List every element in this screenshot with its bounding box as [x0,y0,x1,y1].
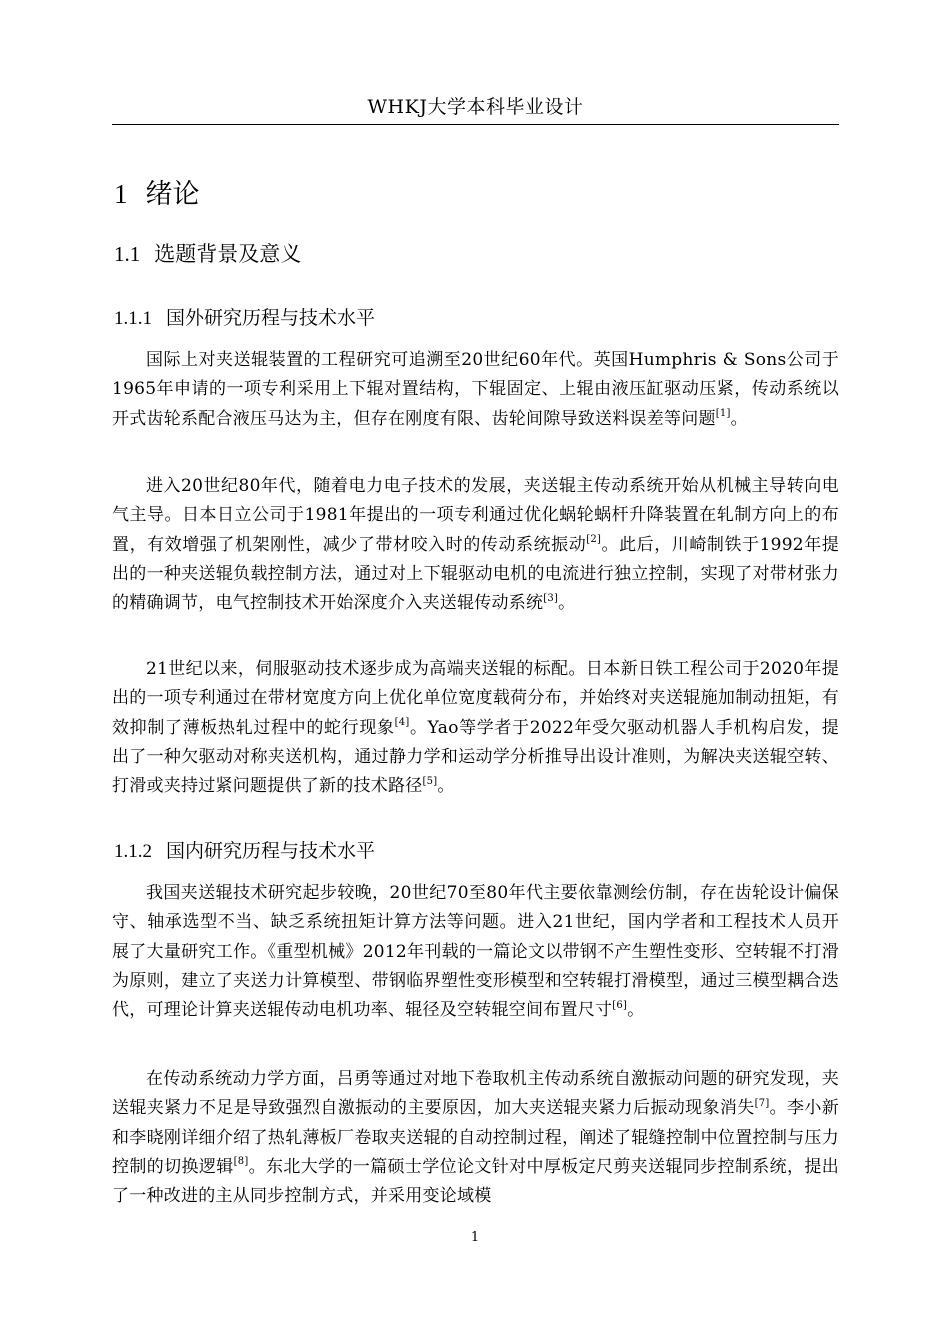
paragraph [112,472,839,618]
section-heading [114,238,301,268]
citation-ref: [2] [586,533,602,545]
section-number: 1.1 [114,242,141,266]
chapter-heading [114,172,200,211]
subsection-title: 国外研究历程与技术水平 [166,307,376,329]
paragraph-text: 。 [627,1000,645,1021]
subsection-title: 国内研究历程与技术水平 [166,840,376,862]
page-number: 1 [470,1230,480,1245]
section-title: 选题背景及意义 [154,242,302,266]
chapter-number: 1 [114,179,128,209]
citation-ref: [3] [543,592,559,604]
citation-ref: [4] [394,716,410,728]
paragraph-text: 21世纪以来，伺服驱动技术逐步成为高端夹送辊的标配。日本新日铁工程公司于2020年提出的一项专利通过在带材宽度方向上优化单位宽度载荷分布，并始终对夹送辊施加制动扭矩，有效抑制了薄板热轧过程中的蛇行现象 [112,659,839,738]
chapter-title: 绪论 [145,179,200,210]
paragraph-text: 。此后，川崎制铁于1992年提出的一种夹送辊负载控制方法，通过对上下辊驱动电机的电流进行独立控制，实现了对带材张力的精确调节，电气控制技术开始深度介入夹送辊传动系统 [112,534,840,614]
subsection-heading-domestic [114,836,375,863]
subsection-number: 1.1.1 [114,308,152,329]
paragraph-text: 。 [437,776,455,797]
paragraph [112,879,839,1025]
paragraph-text: 。东北大学的一篇硕士学位论文针对中厚板定尺剪夹送辊同步控制系统，提出了一种改进的主从同步控制方式，并采用变论域模 [112,1156,840,1207]
paragraph-text: 我国夹送辊技术研究起步较晚，20世纪70至80年代主要依靠测绘仿制，存在齿轮设计偏保守、轴承选型不当、缺乏系统扭矩计算方法等问题。进入21世纪，国内学者和工程技术人员开展了大量研究工作。《重型机械》2012年刊载的一篇论文以带钢不产生塑性变形、空转辊不打滑为原则，建立了夹送力计算模型、带钢临界塑性变形模型和空转辊打滑模型，通过三模型耦合迭代，可理论计算夹送辊传动电机功率、辊径及空转辊空间布置尺寸 [112,883,839,1021]
paragraph [112,1065,839,1211]
paragraph-text: 。 [558,593,576,614]
subsection-heading-foreign [114,303,375,330]
paragraph-text: 。李小新和李晓刚详细介绍了热轧薄板厂卷取夹送辊的自动控制过程，阐述了辊缝控制中位置控制与压力控制的切换逻辑 [112,1098,840,1177]
subsection-number: 1.1.2 [114,841,152,862]
citation-ref: [5] [422,775,438,787]
paragraph-text: 进入20世纪80年代，随着电力电子技术的发展，夹送辊主传动系统开始从机械主导转向电气主导。日本日立公司于1981年提出的一项专利通过优化蜗轮蜗杆升降装置在轧制方向上的布置，有效增强了机架刚性，减少了带材咬入时的传动系统振动 [112,476,839,555]
citation-ref: [6] [612,999,628,1011]
citation-ref: [7] [754,1097,770,1109]
citation-ref: [1] [715,407,731,419]
citation-ref: [8] [233,1156,249,1168]
running-header: WHKJ大学本科毕业设计 [367,96,584,118]
paragraph-text: 。 [730,408,748,429]
paragraph [112,346,839,434]
paragraph [112,655,839,801]
paragraph-text: 国际上对夹送辊装置的工程研究可追溯至20世纪60年代。英国Humphris & Sons公司于1965年申请的一项专利采用上下辊对置结构，下辊固定、上辊由液压缸驱动压紧，传动系统以开式齿轮系配合液压马达为主，但存在刚度有限、齿轮间隙导致送料误差等问题 [112,350,839,429]
paragraph-text: 。Yao等学者于2022年受欠驱动机器人手机构启发，提出了一种欠驱动对称夹送机构，通过静力学和运动学分析推导出设计准则，为解决夹送辊空转、打滑或夹持过紧问题提供了新的技术路径 [112,717,840,797]
header-rule [112,124,839,125]
paragraph-text: 在传动系统动力学方面，吕勇等通过对地下卷取机主传动系统自激振动问题的研究发现，夹送辊夹紧力不足是导致强烈自激振动的主要原因，加大夹送辊夹紧力后振动现象消失 [112,1069,839,1119]
